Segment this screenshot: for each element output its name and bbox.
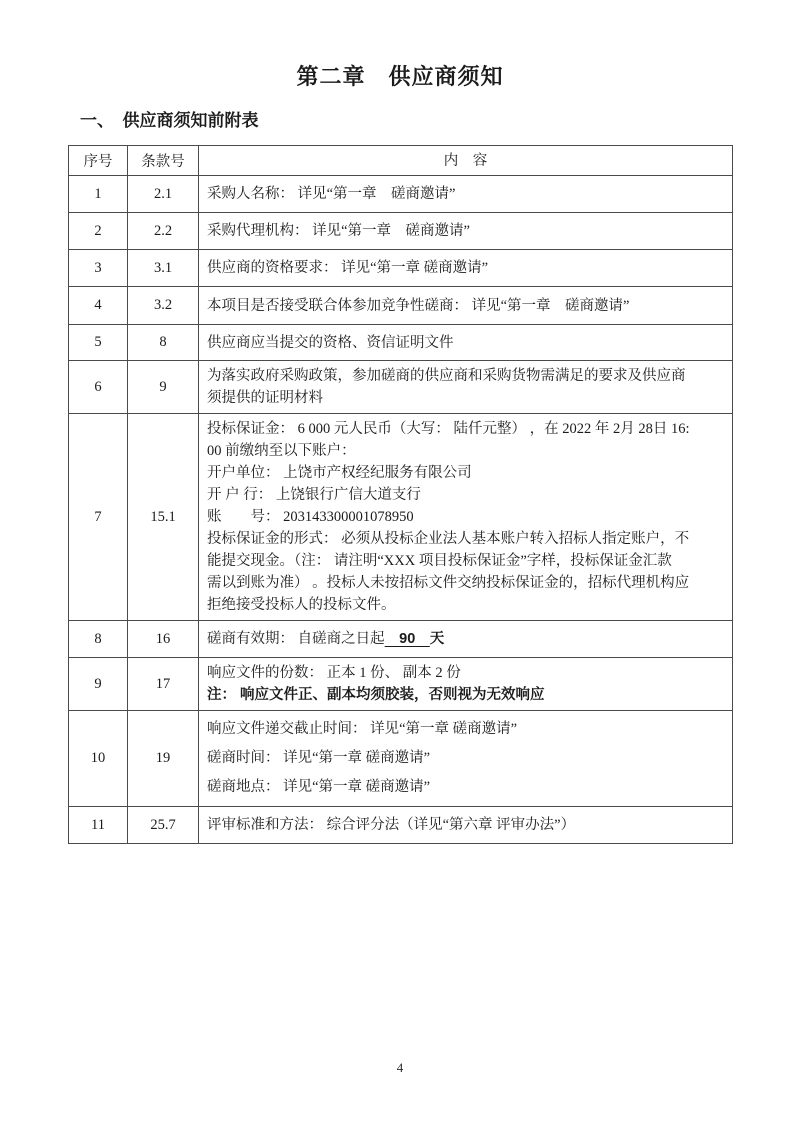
cell-content	[199, 176, 733, 213]
table-row	[69, 711, 733, 807]
cell-content	[199, 325, 733, 361]
cell-no: 10	[69, 711, 128, 807]
cell-clause: 17	[128, 658, 199, 711]
cell-content	[199, 658, 733, 711]
table-row	[69, 250, 733, 287]
cell-content	[199, 361, 733, 414]
content-line: 供应商应当提交的资格、资信证明文件	[207, 334, 454, 351]
cell-no: 6	[69, 361, 128, 414]
cell-clause: 19	[128, 711, 199, 807]
cell-content	[199, 287, 733, 325]
cell-content	[199, 807, 733, 844]
table-row	[69, 807, 733, 844]
supplier-instructions-pre-table	[68, 145, 733, 844]
cell-clause: 3.2	[128, 287, 199, 325]
content-line: 磋商时间： 详见“第一章 磋商邀请”	[207, 750, 431, 766]
cell-no: 7	[69, 414, 128, 621]
table-row	[69, 414, 733, 621]
content-line: 磋商地点： 详见“第一章 磋商邀请”	[207, 779, 431, 795]
column-header-clause: 条款号	[128, 146, 199, 176]
table-body	[69, 176, 733, 844]
content-line: 本项目是否接受联合体参加竞争性磋商： 详见“第一章 磋商邀请”	[207, 297, 630, 314]
content-line: 投标保证金： 6 000 元人民币（大写： 陆仟元整） ，在 2022 年 2月 28日 16:	[207, 421, 690, 437]
content-line: 00 前缴纳至以下账户：	[207, 443, 356, 459]
content-line: 拒绝接受投标人的投标文件。	[207, 597, 396, 613]
content-line: 响应文件的份数： 正本 1 份、 副本 2 份	[207, 665, 461, 681]
column-header-content: 内 容	[199, 146, 733, 176]
cell-clause: 2.2	[128, 213, 199, 250]
cell-clause: 2.1	[128, 176, 199, 213]
content-line: 为落实政府采购政策，参加磋商的供应商和采购货物需满足的要求及供应商	[207, 368, 686, 384]
content-line: 响应文件递交截止时间： 详见“第一章 磋商邀请”	[207, 721, 518, 737]
cell-content	[199, 414, 733, 621]
section-heading: 一、 供应商须知前附表	[80, 111, 259, 130]
table-header-row	[69, 146, 733, 176]
table-row	[69, 361, 733, 414]
table-row	[69, 176, 733, 213]
cell-content	[199, 213, 733, 250]
content-line: 须提供的证明材料	[207, 390, 323, 406]
cell-clause: 25.7	[128, 807, 199, 844]
cell-clause: 9	[128, 361, 199, 414]
content-line: 需以到账为准） 。投标人未按招标文件交纳投标保证金的，招标代理机构应	[207, 575, 690, 591]
content-line: 供应商的资格要求： 详见“第一章 磋商邀请”	[207, 260, 489, 276]
cell-no: 1	[69, 176, 128, 213]
cell-clause: 3.1	[128, 250, 199, 287]
column-header-no: 序号	[69, 146, 128, 176]
content-line: 开户单位： 上饶市产权经纪服务有限公司	[207, 465, 472, 481]
page-number: 4	[396, 1060, 404, 1075]
cell-no: 4	[69, 287, 128, 325]
cell-no: 5	[69, 325, 128, 361]
cell-clause: 8	[128, 325, 199, 361]
content-line: 能提交现金。（注： 请注明“XXX 项目投标保证金”字样，投标保证金汇款	[207, 553, 672, 569]
content-line: 采购代理机构： 详见“第一章 磋商邀请”	[207, 223, 470, 239]
table-row	[69, 325, 733, 361]
cell-content	[199, 250, 733, 287]
content-line: 账 号： 203143300001078950	[207, 509, 414, 525]
cell-clause: 16	[128, 621, 199, 658]
cell-clause: 15.1	[128, 414, 199, 621]
content-line: 开 户 行： 上饶银行广信大道支行	[207, 487, 421, 503]
cell-no: 8	[69, 621, 128, 658]
table-row	[69, 621, 733, 658]
cell-no: 2	[69, 213, 128, 250]
content-line: 评审标准和方法： 综合评分法（详见“第六章 评审办法”）	[207, 817, 576, 833]
cell-no: 9	[69, 658, 128, 711]
content-line: 磋商有效期： 自磋商之日起 90 天	[207, 631, 445, 647]
content-line: 采购人名称： 详见“第一章 磋商邀请”	[207, 186, 456, 202]
table-row	[69, 213, 733, 250]
content-line: 投标保证金的形式： 必须从投标企业法人基本账户转入招标人指定账户，不	[207, 531, 690, 547]
cell-content	[199, 621, 733, 658]
table-row	[69, 658, 733, 711]
page-title: 第二章 供应商须知	[296, 64, 504, 89]
cell-content	[199, 711, 733, 807]
table-row	[69, 287, 733, 325]
content-line: 注： 响应文件正、副本均须胶装，否则视为无效响应	[207, 687, 545, 703]
cell-no: 3	[69, 250, 128, 287]
cell-no: 11	[69, 807, 128, 844]
